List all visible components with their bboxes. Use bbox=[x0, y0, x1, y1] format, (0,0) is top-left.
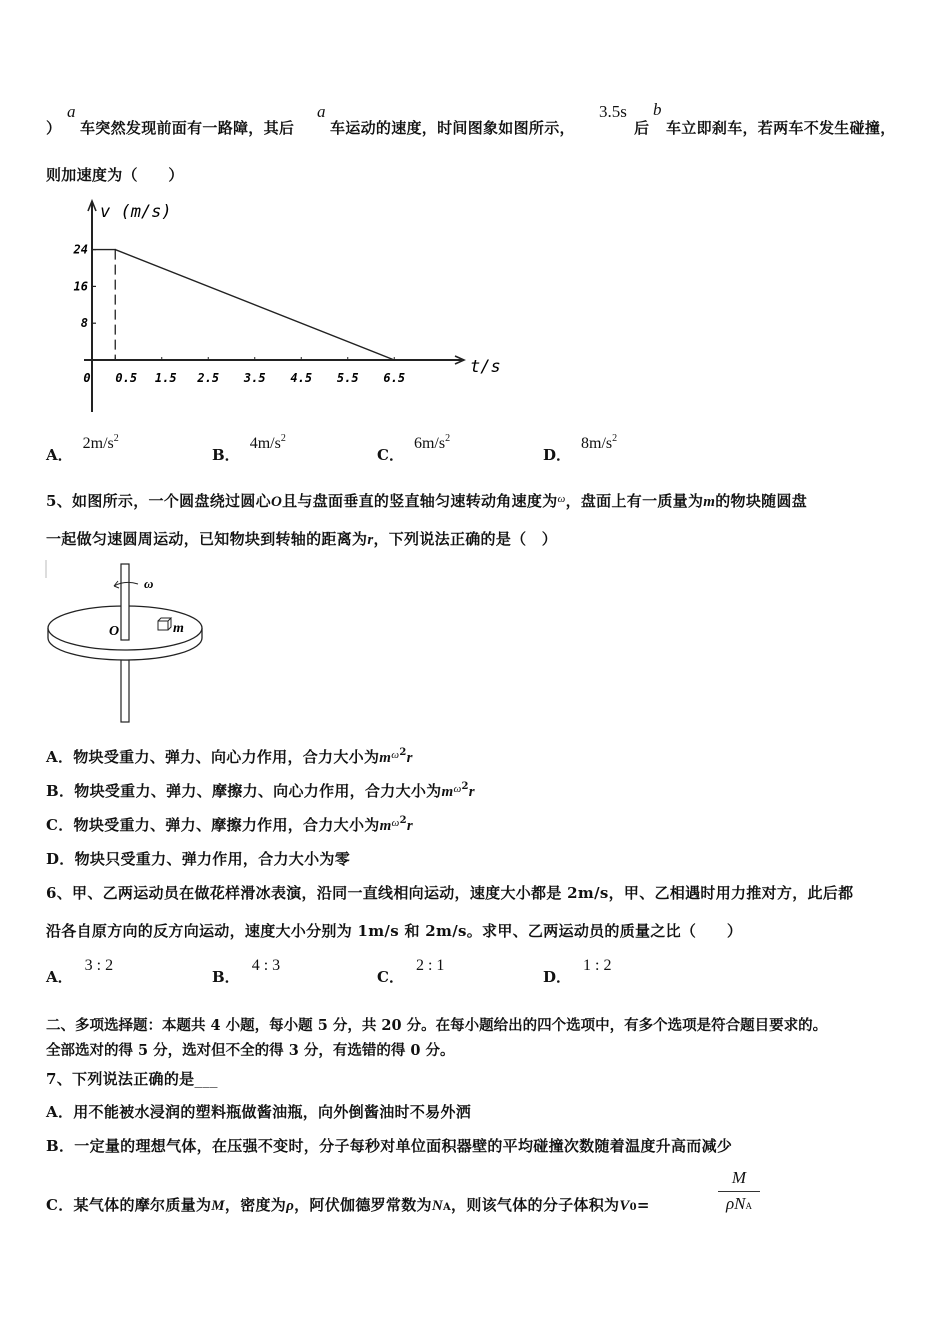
q7-option-b[interactable]: B．一定量的理想气体，在压强不变时，分子每秒对单位面积器壁的平均碰撞次数随着温度升高而减少 bbox=[46, 1137, 733, 1155]
center-o-label: O bbox=[109, 624, 120, 639]
q5-option-d[interactable] bbox=[46, 848, 350, 869]
option-letter: A． bbox=[46, 968, 73, 986]
x-tick-label: 6.5 bbox=[383, 371, 406, 385]
q6-line1: 6、甲、乙两运动员在做花样滑冰表演，沿同一直线相向运动，速度大小都是 2m/s，甲、乙相遇时用力推对方，此后都 bbox=[46, 884, 854, 902]
option-letter: B． bbox=[212, 446, 240, 464]
x-tick-label: 1.5 bbox=[154, 371, 177, 385]
var-rho: ρ bbox=[286, 1198, 295, 1214]
q5-text: ，下列说法正确的是（ ） bbox=[373, 530, 558, 548]
option-text: C．某气体的摩尔质量为 bbox=[46, 1196, 212, 1214]
option-value: 3 : 2 bbox=[84, 957, 114, 974]
option-letter: D． bbox=[46, 850, 75, 868]
rotating-disk-figure bbox=[44, 560, 224, 725]
option-value: 8m/s bbox=[581, 435, 613, 452]
velocity-series-line bbox=[92, 250, 394, 360]
x-tick-label: 3.5 bbox=[243, 371, 266, 385]
option-letter: A． bbox=[46, 748, 74, 766]
option-text: 物块受重力、弹力、向心力作用，合力大小为 bbox=[73, 748, 380, 766]
equals-sign: = bbox=[636, 1196, 650, 1214]
q7-option-c[interactable] bbox=[46, 1194, 650, 1215]
q5-option-a[interactable] bbox=[46, 746, 413, 767]
block-icon bbox=[158, 621, 168, 630]
formula-sup: 2 bbox=[399, 815, 407, 826]
fraction-numerator: M bbox=[731, 1168, 747, 1187]
section2-line2: 全部选对的得 5 分，选对但不全的得 3 分，有选错的得 0 分。 bbox=[46, 1042, 455, 1059]
q7-option-a[interactable]: A．用不能被水浸润的塑料瓶做酱油瓶，向外倒酱油时不易外洒 bbox=[46, 1103, 472, 1121]
x-tick-label: 2.5 bbox=[197, 371, 220, 385]
q5-var-o: O bbox=[270, 494, 283, 510]
formula-r: r bbox=[468, 784, 475, 800]
q4-option-a[interactable] bbox=[46, 432, 119, 464]
q4-line2: 则加速度为（ ） bbox=[46, 166, 184, 184]
option-sup: 2 bbox=[280, 433, 286, 444]
q5-text: 的物块随圆盘 bbox=[715, 492, 808, 510]
option-value: 1 : 2 bbox=[583, 957, 612, 974]
q6-option-a[interactable] bbox=[46, 954, 114, 986]
option-letter: A． bbox=[46, 446, 73, 464]
q6-option-d[interactable] bbox=[543, 954, 612, 986]
x-tick-label: 4.5 bbox=[290, 371, 313, 385]
q4-var-b: b bbox=[653, 100, 662, 119]
q4-text4: 车立即刹车，若两车不发生碰撞， bbox=[666, 119, 896, 137]
q5-text: 一起做匀速圆周运动，已知物块到转轴的距离为 bbox=[46, 530, 368, 548]
option-text: 物块受重力、弹力、摩擦力作用，合力大小为 bbox=[73, 816, 380, 834]
upper-axle bbox=[121, 564, 129, 640]
formula-omega: ω bbox=[391, 749, 400, 761]
q4-option-d[interactable] bbox=[543, 432, 618, 464]
q7-blank: ___ bbox=[194, 1070, 218, 1088]
q4-option-b[interactable] bbox=[212, 432, 286, 464]
option-value: 2m/s bbox=[82, 435, 114, 452]
block-m-label: m bbox=[173, 621, 184, 636]
q4-option-c[interactable] bbox=[377, 432, 451, 464]
formula-r: r bbox=[406, 818, 414, 834]
q5-text: ，盘面上有一质量为 bbox=[565, 492, 704, 510]
option-value: 2 : 1 bbox=[415, 957, 445, 974]
option-letter: D． bbox=[543, 446, 572, 464]
q4-text2: 车运动的速度，时间图象如图所示， bbox=[330, 119, 575, 137]
q4-text1: 车突然发现前面有一路障，其后 bbox=[80, 119, 295, 137]
lower-axle bbox=[121, 660, 129, 722]
q7-stem-text: 7、下列说法正确的是 bbox=[46, 1070, 195, 1088]
q4-text3: 后 bbox=[634, 119, 650, 137]
y-tick-label: 24 bbox=[73, 242, 88, 257]
option-letter: C． bbox=[377, 968, 404, 986]
y-tick-label: 16 bbox=[73, 279, 88, 294]
var-v0: V bbox=[619, 1198, 630, 1214]
option-value: 6m/s bbox=[413, 435, 446, 452]
q5-option-c[interactable] bbox=[46, 814, 413, 835]
q5-var-m: m bbox=[703, 494, 716, 510]
var-v0-sub: 0 bbox=[629, 1202, 637, 1213]
q7-stem bbox=[46, 1068, 218, 1089]
q5-line1 bbox=[46, 490, 807, 511]
fraction-formula bbox=[718, 1168, 760, 1214]
formula-sup: 2 bbox=[399, 747, 407, 758]
option-letter: D． bbox=[543, 968, 572, 986]
formula-m: m bbox=[379, 818, 392, 834]
q4-time: 3.5s bbox=[599, 102, 627, 121]
q4-var-a2: a bbox=[317, 102, 326, 121]
q5-var-r: r bbox=[367, 532, 374, 548]
option-letter: B． bbox=[46, 782, 75, 800]
q5-line2 bbox=[46, 528, 557, 549]
q4-options bbox=[46, 432, 666, 462]
option-sup: 2 bbox=[445, 433, 451, 444]
q5-option-b[interactable] bbox=[46, 780, 475, 801]
formula-omega: ω bbox=[453, 783, 462, 795]
data-point bbox=[393, 359, 395, 361]
data-point bbox=[114, 249, 116, 251]
formula-m: m bbox=[441, 784, 454, 800]
option-text: ，阿伏伽德罗常数为 bbox=[294, 1196, 432, 1214]
q6-options bbox=[46, 954, 666, 984]
var-na: N bbox=[431, 1198, 443, 1214]
x-tick-label: 5.5 bbox=[336, 371, 359, 385]
option-sup: 2 bbox=[113, 433, 119, 444]
y-tick-label: 8 bbox=[80, 316, 88, 331]
q6-option-c[interactable] bbox=[377, 954, 445, 986]
fraction-den-text: ρN bbox=[726, 1194, 746, 1213]
option-text: ，则该气体的分子体积为 bbox=[451, 1196, 620, 1214]
option-sup: 2 bbox=[612, 433, 618, 444]
q6-line2: 沿各自原方向的反方向运动，速度大小分别为 1m/s 和 2m/s。求甲、乙两运动员的质量之比（ ） bbox=[46, 922, 743, 940]
q4-line1 bbox=[46, 117, 61, 138]
option-text: 物块受重力、弹力、摩擦力、向心力作用，合力大小为 bbox=[74, 782, 442, 800]
fraction-den-sub: A bbox=[745, 1201, 752, 1211]
q4-line-prefix: ） bbox=[46, 119, 62, 137]
var-na-sub: A bbox=[442, 1202, 452, 1213]
option-text: ，密度为 bbox=[224, 1196, 287, 1214]
omega-label: ω bbox=[144, 576, 154, 591]
q4-var-a1: a bbox=[67, 102, 76, 121]
section2-line1: 二、多项选择题：本题共 4 小题，每小题 5 分，共 20 分。在每小题给出的四个选项中，有多个选项是符合题目要求的。 bbox=[46, 1017, 828, 1034]
data-point bbox=[91, 249, 93, 251]
option-value: 4m/s bbox=[249, 435, 281, 452]
option-letter: C． bbox=[377, 446, 404, 464]
x-axis-label: t/s bbox=[470, 357, 501, 377]
formula-sup: 2 bbox=[461, 781, 469, 792]
option-value: 4 : 3 bbox=[251, 957, 281, 974]
q5-text: 且与盘面垂直的竖直轴匀速转动角速度为 bbox=[282, 492, 558, 510]
x-tick-label: 0 bbox=[83, 371, 91, 385]
velocity-time-chart bbox=[60, 195, 501, 425]
option-letter: B． bbox=[212, 968, 240, 986]
fraction-denominator bbox=[718, 1194, 760, 1214]
formula-omega: ω bbox=[391, 817, 400, 829]
formula-m: m bbox=[379, 750, 392, 766]
var-m: M bbox=[211, 1198, 225, 1214]
option-letter: C． bbox=[46, 816, 74, 834]
q5-var-omega: ω bbox=[557, 493, 566, 505]
option-text: 物块只受重力、弹力作用，合力大小为零 bbox=[74, 850, 351, 868]
q5-text: 5、如图所示，一个圆盘绕过圆心 bbox=[46, 492, 271, 510]
y-axis-label: v (m/s) bbox=[100, 202, 172, 222]
formula-r: r bbox=[406, 750, 413, 766]
q6-option-b[interactable] bbox=[212, 954, 281, 986]
fraction-bar bbox=[718, 1191, 760, 1192]
x-tick-label: 0.5 bbox=[115, 371, 138, 385]
